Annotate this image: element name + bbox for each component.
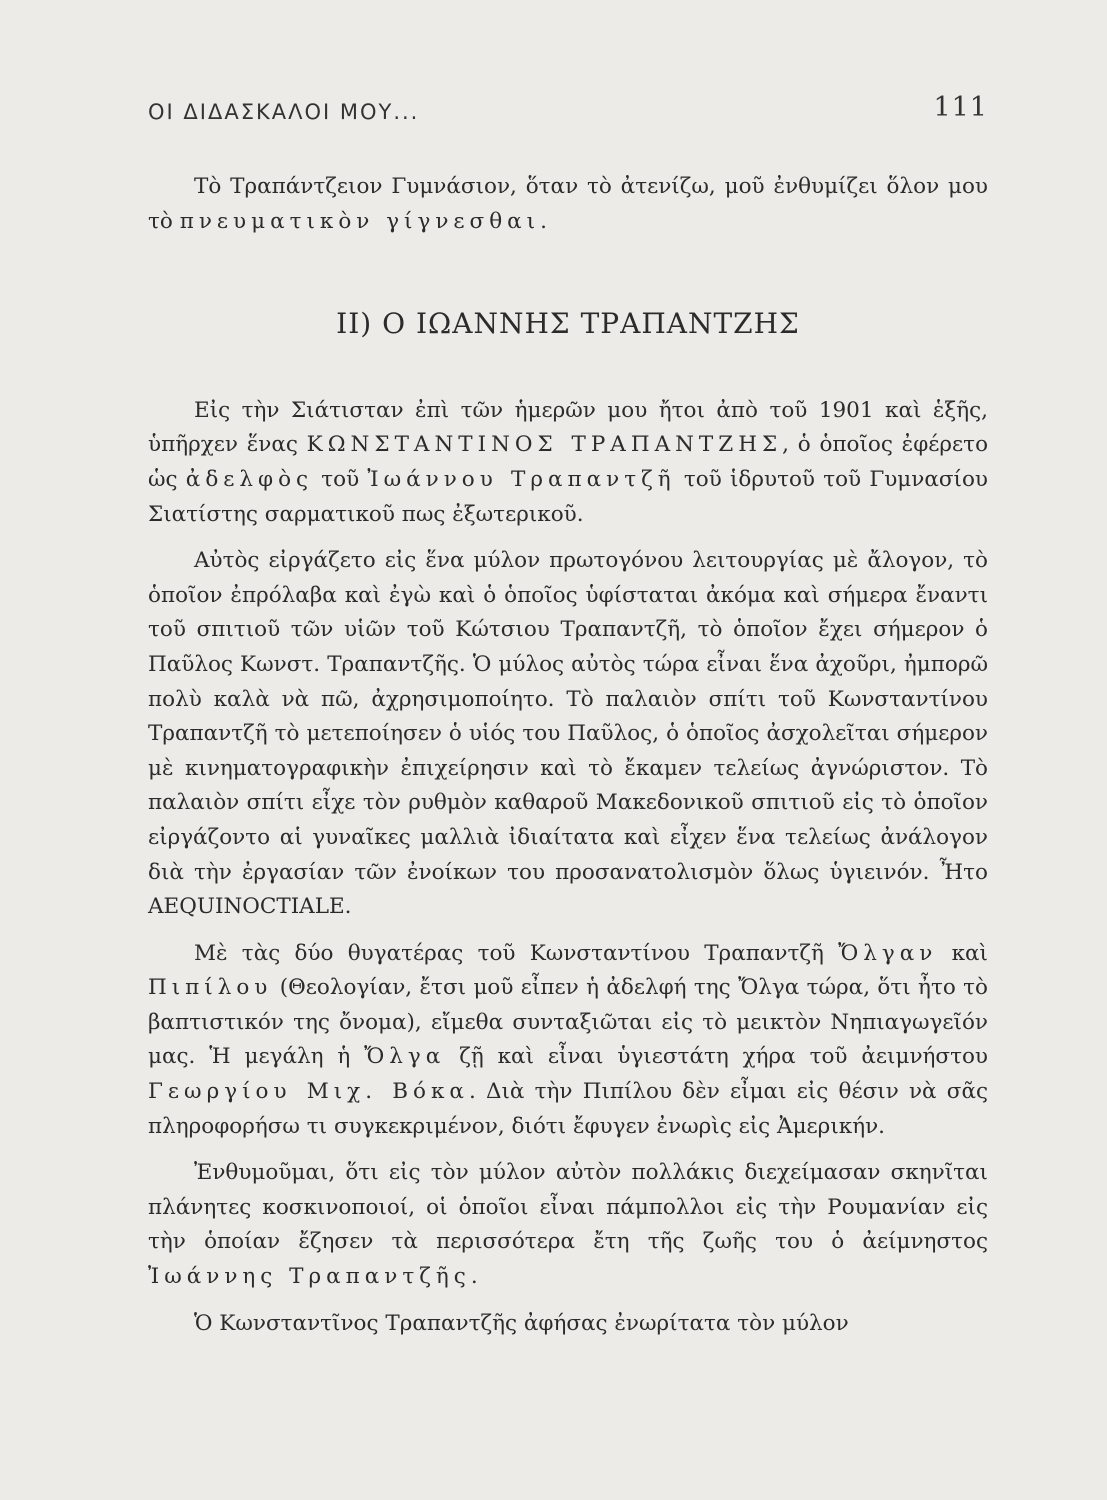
page-header [148, 92, 988, 132]
p1-text-g: τοῦ ἱδρυτοῦ τοῦ Γυμνασίου Σιατίστης σαρματικοῦ πως ἐξωτερικοῦ. [148, 466, 988, 527]
paragraph-2: Αὐτὸς εἰργάζετο εἰς ἕνα μύλον πρωτογόνου λειτουργίας μὲ ἄλογον, τὸ ὁποῖον ἐπρόλαβα καὶ ἐγὼ καὶ ὁ ὁποῖος ὑφίσταται ἀκόμα καὶ σήμερα ἔναντι τοῦ σπιτιοῦ τῶν υἱῶν τοῦ Κώτσιου Τραπαντζῆ, τὸ ὁποῖον ἔχει σήμερον ὁ Παῦλος Κωνστ. Τραπαντζῆς. Ὁ μύλος αὐτὸς τώρα εἶναι ἕνα ἀχοῦρι, ἠμπορῶ πολὺ καλὰ νὰ πῶ, ἀχρησιμοποίητο. Τὸ παλαιὸν σπίτι τοῦ Κωνσταντίνου Τραπαντζῆ τὸ μετεποίησεν ὁ υἱός του Παῦλος, ὁ ὁποῖος ἀσχολεῖται σήμερον μὲ κινηματογραφικὴν ἐπιχείρησιν καὶ τὸ ἔκαμεν τελείως ἀγνώριστον. Τὸ παλαιὸν σπίτι εἶχε τὸν ρυθμὸν καθαροῦ Μακεδονικοῦ σπιτιοῦ εἰς τὸ ὁποῖον εἰργάζοντο αἱ γυναῖκες μαλλιὰ ἰδιαίτατα καὶ εἶχεν ἕνα τελείως ἀνάλογον διὰ τὴν ἐργασίαν τῶν ἐνοίκων του προσανατολισμὸν ὅλως ὑγιεινόν. Ἦτο AEQUINOCTIALE. [148, 548, 988, 920]
intro-spaced-text: πνευματικὸν γίγνεσθαι [179, 208, 541, 234]
p3-spaced-georgiou: Γεωργίου Μιχ. Βόκα [148, 1079, 469, 1105]
p3-spaced-pipilou: Πιπίλου [148, 975, 273, 1001]
p3-text-e: (Θεολογίαν, ἔτσι μοῦ εἶπεν ἡ ἀδελφή της Ὄλγα τώρα, ὅτι ἦτο τὸ βαπτιστικόν της ὄνομα), εἴμεθα συνταξιῶται εἰς τὸ μεικτὸν Νηπιαγωγεῖόν μας. Ἡ μεγάλη ἡ [148, 975, 988, 1070]
p3-spaced-olgan: Ὄλγαν [838, 940, 938, 966]
running-title: ΟΙ ΔΙΔΑΣΚΑΛΟΙ ΜΟΥ... [148, 100, 420, 124]
p1-spaced-brother: ἀδελφὸς [185, 466, 314, 492]
intro-end: . [540, 208, 547, 234]
p1-text-e: τοῦ [313, 466, 368, 492]
section-title: II) Ο ΙΩΑΝΝΗΣ ΤΡΑΠΑΝΤΖΗΣ [336, 307, 800, 341]
paragraph-5: Ὁ Κωνσταντῖνος Τραπαντζῆς ἀφήσας ἐνωρίτατα τὸν μύλον [194, 1310, 849, 1336]
p4-spaced-ioannis: Ἰωάννης Τραπαντζῆς [148, 1264, 471, 1290]
paragraph-1 [148, 394, 988, 532]
p4-text-c: . [470, 1264, 478, 1290]
p3-text-g: ζῇ καὶ εἶναι ὑγιεστάτη χήρα τοῦ ἀειμνήστου [445, 1044, 988, 1070]
p3-text-c: καὶ [937, 940, 988, 966]
p1-spaced-ioannis: Ἰωάννου Τραπαντζῆ [367, 466, 676, 492]
p1-text-a: Εἰς τὴν Σιάτισταν ἐπὶ τῶν ἡμερῶν μου ἤτοι ἀπὸ τοῦ 1901 καὶ ἑξῆς, ὑπῆρχεν ἕνας [148, 397, 988, 458]
paragraph-3 [148, 937, 988, 1145]
p1-text-c: , ὁ ὁποῖος ἐφέρετο ὡς [148, 432, 989, 492]
page-number: 111 [933, 92, 988, 123]
p1-spaced-name: ΚΩΝΣΤΑΝΤΙΝΟΣ ΤΡΑΠΑΝΤΖΗΣ [306, 432, 783, 458]
p3-text-a: Μὲ τὰς δύο θυγατέρας τοῦ Κωνσταντίνου Τραπαντζῆ [194, 940, 839, 966]
paragraph-4 [148, 1156, 988, 1294]
intro-paragraph [148, 170, 988, 239]
p4-text-a: Ἐνθυμοῦμαι, ὅτι εἰς τὸν μύλον αὐτὸν πολλάκις διεχείμασαν σκηνῖται πλάνητες κοσκινοποιοί, οἱ ὁποῖοι εἶναι πάμπολλοι εἰς τὴν Ρουμανίαν εἰς τὴν ὁποίαν ἔζησεν τὰ περισσότερα ἔτη τῆς ζωῆς του ὁ ἀείμνηστος [148, 1160, 988, 1255]
body-text [148, 170, 988, 1353]
p3-text-i: . Διὰ τὴν Πιπίλου δὲν εἶμαι εἰς θέσιν νὰ σᾶς πληροφορήσω τι συγκεκριμένον, διότι ἔφυγεν ἐνωρὶς εἰς Ἀμερικήν. [148, 1079, 989, 1139]
intro-text: Τὸ Τραπάντζειον Γυμνάσιον, ὅταν τὸ ἀτενίζω, μοῦ ἐνθυμίζει ὅλον μου τὸ [148, 174, 988, 234]
p3-spaced-olga: Ὄλγα [364, 1044, 446, 1070]
